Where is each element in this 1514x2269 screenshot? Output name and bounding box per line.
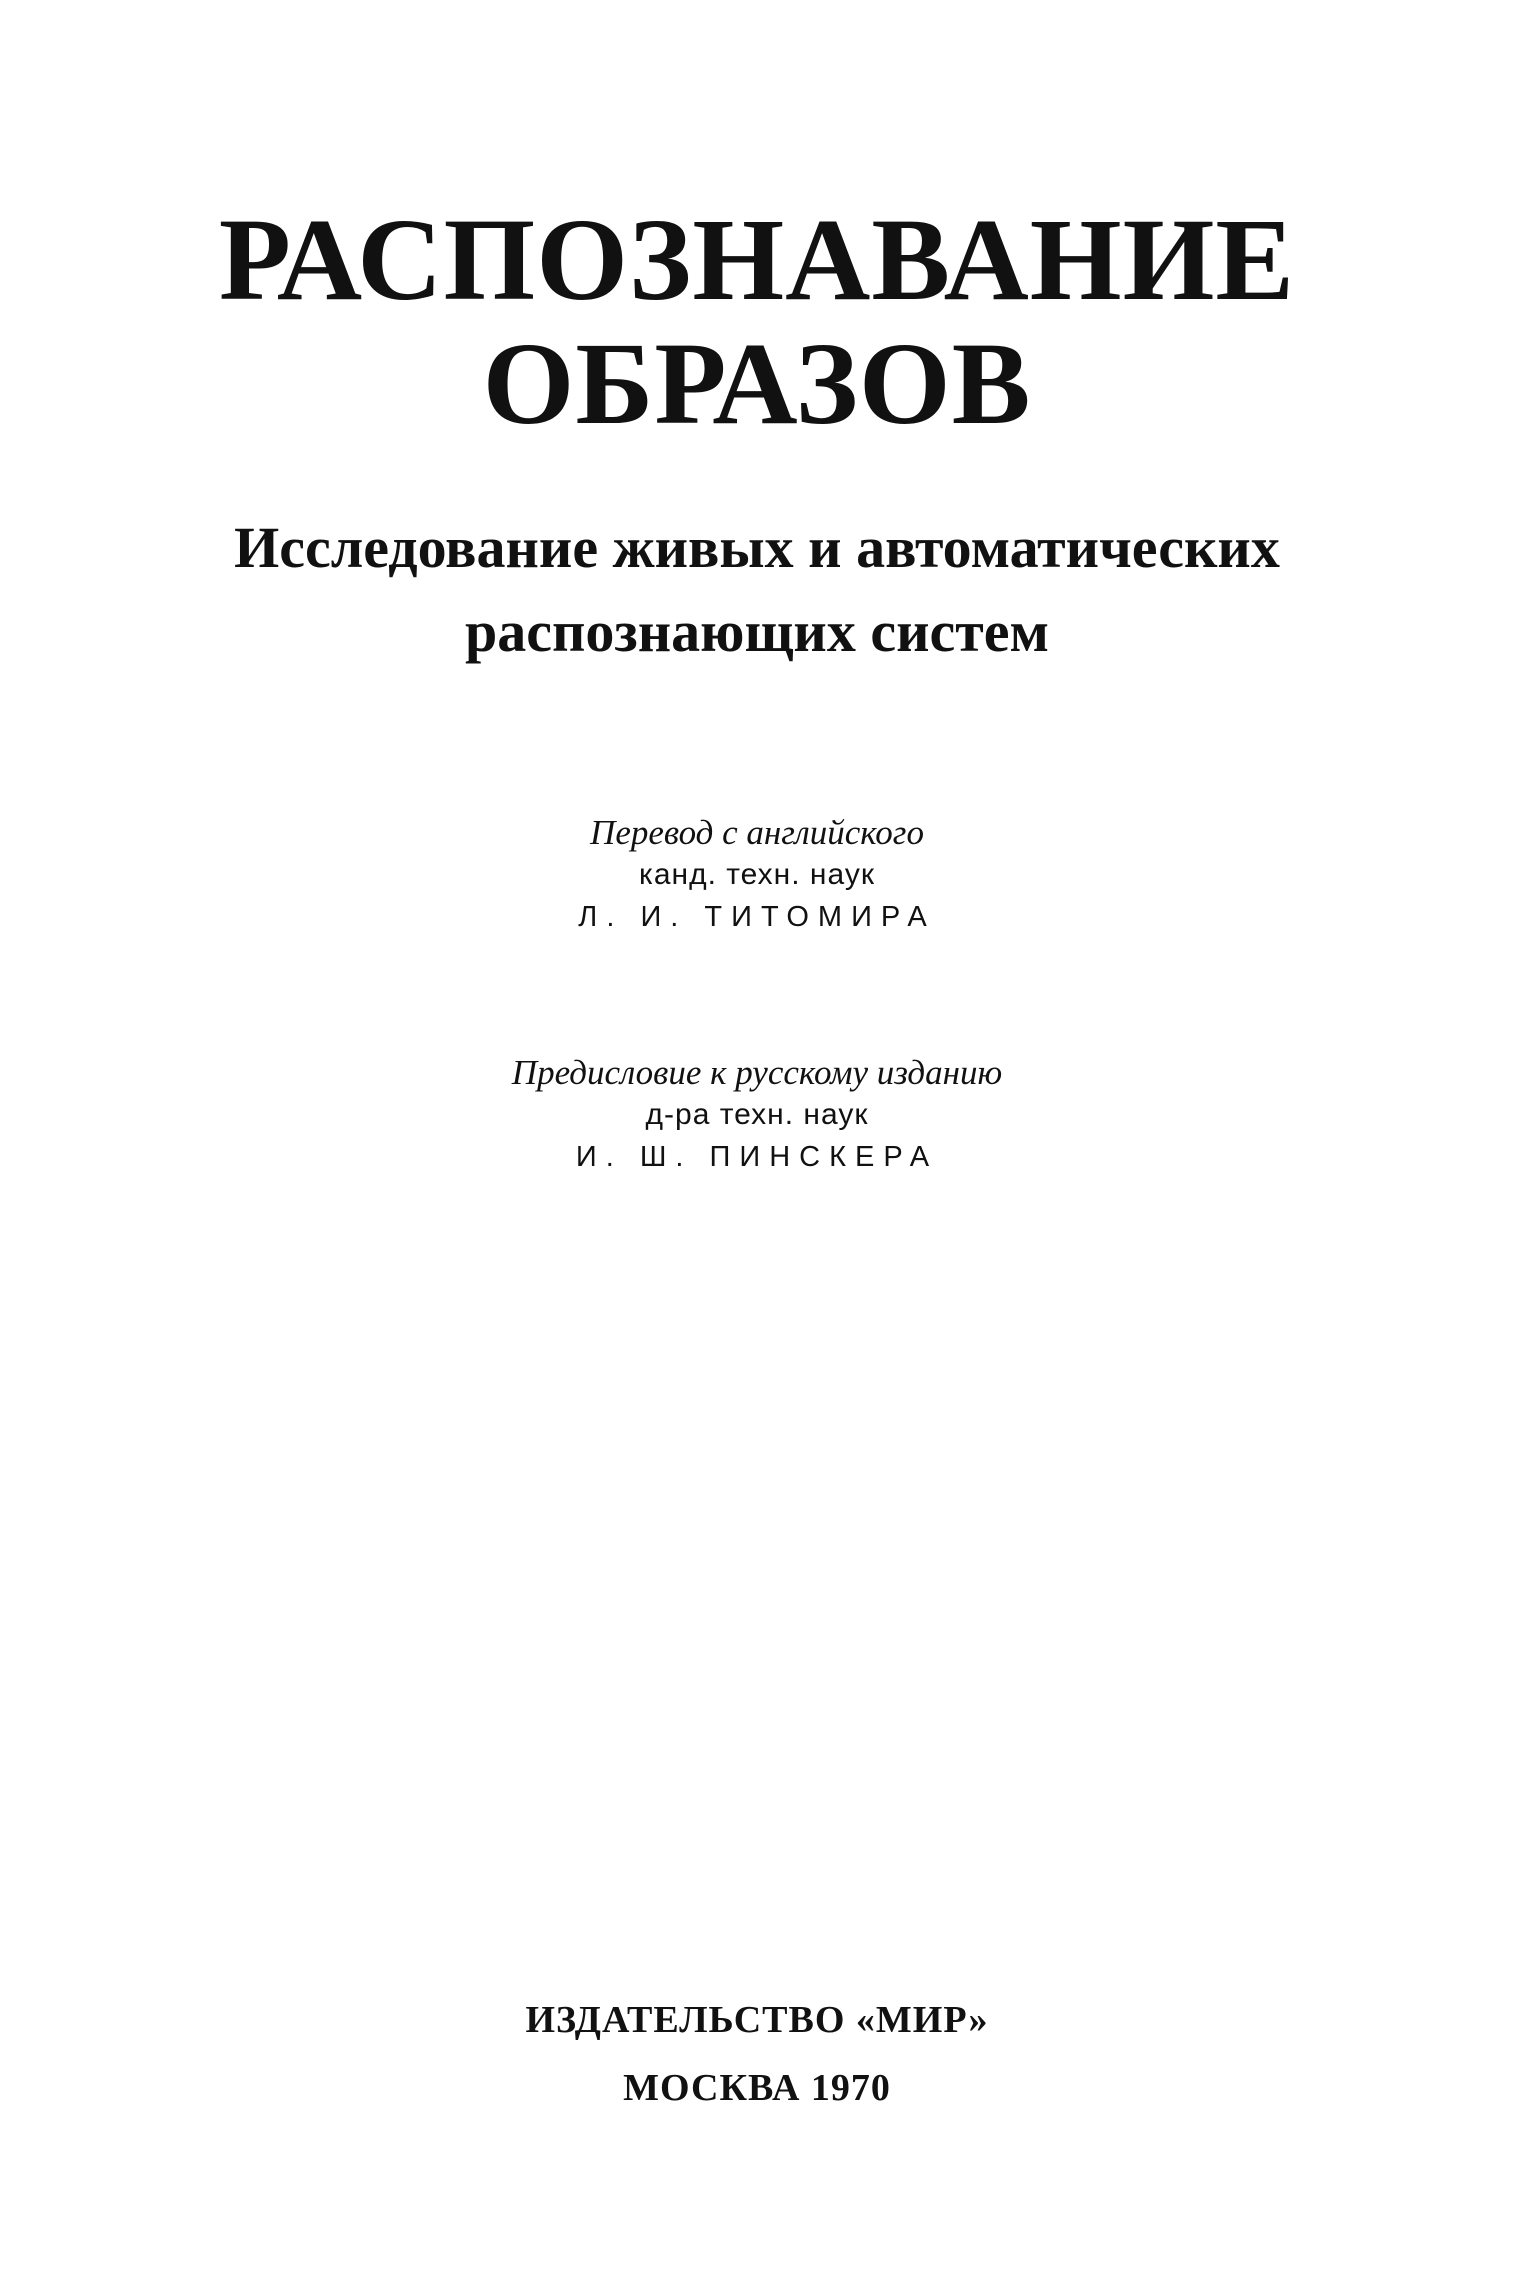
- preface-author-degree: д-ра техн. наук: [645, 1098, 869, 1131]
- preface-credit: [0, 1052, 1514, 1178]
- book-title-line-1: РАСПОЗНАВАНИЕ: [218, 194, 1296, 325]
- translator-name: Л. И. ТИТОМИРА: [578, 901, 936, 933]
- subtitle-line-2: распознающих систем: [465, 599, 1049, 664]
- book-title-line-2: ОБРАЗОВ: [482, 318, 1032, 449]
- publisher-city-year: МОСКВА 1970: [623, 2067, 891, 2109]
- subtitle-line-1: Исследование живых и автоматических: [234, 515, 1280, 580]
- preface-heading: Предисловие к русскому изданию: [511, 1053, 1003, 1092]
- publisher-name: ИЗДАТЕЛЬСТВО «МИР»: [525, 1999, 989, 2041]
- publisher-imprint: [0, 1986, 1514, 2122]
- book-subtitle: [0, 506, 1514, 674]
- translation-credit: [0, 812, 1514, 938]
- translation-heading: Перевод с английского: [590, 813, 924, 852]
- translator-degree: канд. техн. наук: [639, 858, 875, 891]
- preface-author-name: И. Ш. ПИНСКЕРА: [575, 1141, 939, 1173]
